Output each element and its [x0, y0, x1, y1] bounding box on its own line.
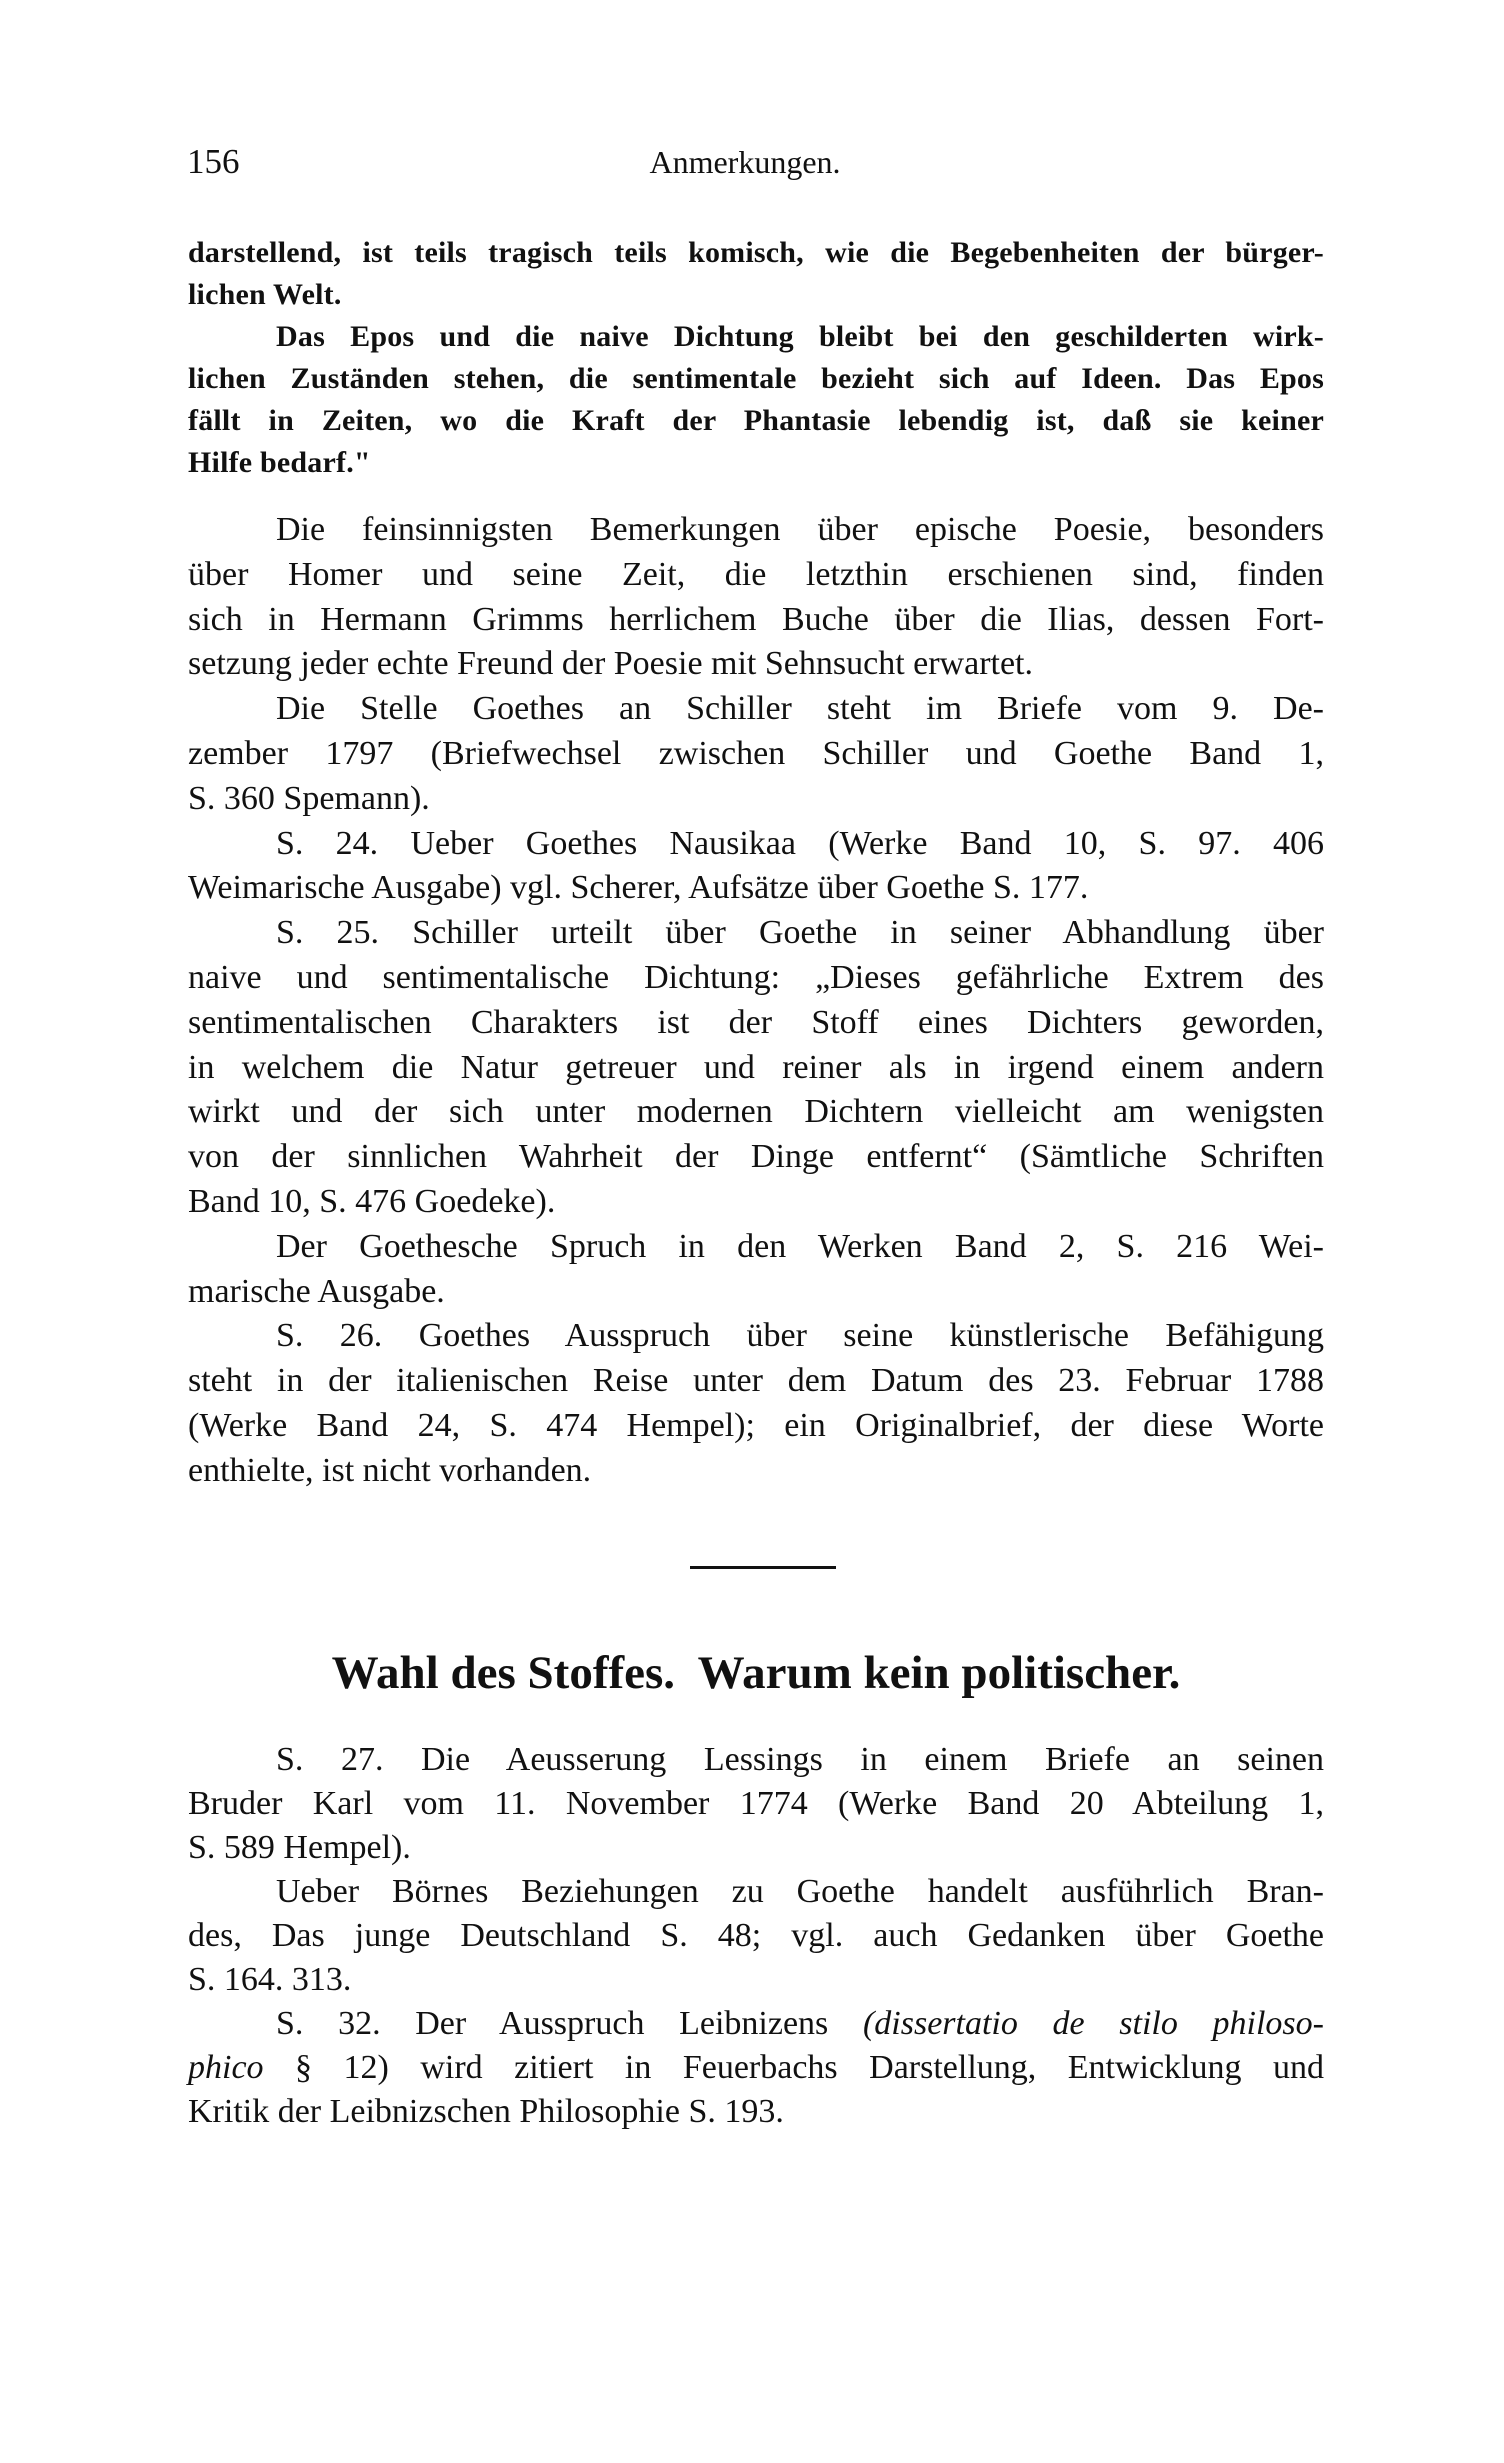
- text-line: in welchem die Natur getreuer und reiner als in irgend einem andern: [188, 1048, 1324, 1086]
- italic-text: phico: [188, 2049, 264, 2086]
- notes-section-2: [188, 1738, 1324, 2134]
- section-divider: [690, 1566, 836, 1569]
- running-title: Anmerkungen.: [649, 144, 841, 180]
- text-line: des, Das junge Deutschland S. 48; vgl. auch Gedanken über Goethe: [188, 1917, 1324, 1954]
- text-line: S. 24. Ueber Goethes Nausikaa (Werke Band 10, S. 97. 406: [276, 824, 1324, 862]
- fraktur-quote: [188, 232, 1324, 484]
- text-line: (Werke Band 24, S. 474 Hempel); ein Originalbrief, der diese Worte: [188, 1406, 1324, 1444]
- paragraph: [188, 1314, 1324, 1493]
- text-line: steht in der italienischen Reise unter dem Datum des 23. Februar 1788: [188, 1362, 1324, 1400]
- notes-section-1: [188, 508, 1324, 1494]
- text-line: Der Goethesche Spruch in den Werken Band 2, S. 216 Wei-: [276, 1227, 1324, 1265]
- text-line: Das Epos und die naive Dichtung bleibt bei den geschilderten wirk-: [276, 320, 1324, 353]
- text-line: Bruder Karl vom 11. November 1774 (Werke Band 20 Abteilung 1,: [188, 1785, 1324, 1822]
- text-line: S. 589 Hempel).: [188, 1829, 411, 1866]
- paragraph: [188, 911, 1324, 1225]
- text-line: S. 27. Die Aeusserung Lessings in einem Briefe an seinen: [276, 1741, 1324, 1778]
- text-line: setzung jeder echte Freund der Poesie mit Sehnsucht erwartet.: [188, 645, 1034, 683]
- section-heading: Wahl des Stoffes. Warum kein politischer.: [331, 1647, 1181, 1699]
- text-line: Kritik der Leibnizschen Philosophie S. 193.: [188, 2093, 784, 2130]
- text-line: S. 26. Goethes Ausspruch über seine künstlerische Befähigung: [276, 1317, 1324, 1355]
- text-line: fällt in Zeiten, wo die Kraft der Phantasie lebendig ist, daß sie keiner: [188, 404, 1324, 437]
- text-line: zember 1797 (Briefwechsel zwischen Schiller und Goethe Band 1,: [188, 734, 1324, 772]
- text-line: über Homer und seine Zeit, die letzthin erschienen sind, finden: [188, 555, 1324, 593]
- italic-text: (dissertatio de stilo philoso-: [862, 2005, 1324, 2042]
- text-line: enthielte, ist nicht vorhanden.: [188, 1451, 592, 1489]
- text-segment: § 12) wird zitiert in Feuerbachs Darstellung, Entwicklung und: [263, 2049, 1324, 2086]
- text-line: von der sinnlichen Wahrheit der Dinge entfernt“ (Sämtliche Schriften: [188, 1138, 1324, 1176]
- text-line: Die feinsinnigsten Bemerkungen über epische Poesie, besonders: [276, 511, 1324, 548]
- text-line: marische Ausgabe.: [188, 1272, 445, 1310]
- paragraph: [188, 1870, 1324, 2002]
- text-line: lichen Zuständen stehen, die sentimentale bezieht sich auf Ideen. Das Epos: [188, 362, 1324, 395]
- paragraph: [188, 316, 1324, 484]
- text-line: Band 10, S. 476 Goedeke).: [188, 1182, 556, 1220]
- text-line: S. 360 Spemann).: [188, 779, 430, 817]
- paragraph: [188, 687, 1324, 821]
- text-line: S. 25. Schiller urteilt über Goethe in seiner Abhandlung über: [276, 914, 1324, 952]
- paragraph: [188, 1738, 1324, 1870]
- text-line: darstellend, ist teils tragisch teils komisch, wie die Begebenheiten der bürger-: [188, 236, 1324, 269]
- text-line: [188, 2046, 1324, 2090]
- text-line: [188, 2002, 1324, 2046]
- text-line: Die Stelle Goethes an Schiller steht im Briefe vom 9. De-: [276, 690, 1324, 728]
- page-number: 156: [187, 142, 240, 181]
- text-line: Ueber Börnes Beziehungen zu Goethe handelt ausführlich Bran-: [276, 1873, 1324, 1910]
- text-line: sich in Hermann Grimms herrlichem Buche über die Ilias, dessen Fort-: [188, 600, 1324, 638]
- paragraph: [188, 232, 1324, 316]
- paragraph: [188, 508, 1324, 687]
- text-line: wirkt und der sich unter modernen Dichtern vielleicht am wenigsten: [188, 1093, 1324, 1131]
- text-line: Weimarische Ausgabe) vgl. Scherer, Aufsätze über Goethe S. 177.: [188, 869, 1089, 907]
- text-line: Hilfe bedarf.": [188, 446, 371, 479]
- text-line: sentimentalischen Charakters ist der Stoff eines Dichters geworden,: [188, 1003, 1324, 1041]
- text-segment: S. 32. Der Ausspruch Leibnizens: [276, 2005, 863, 2042]
- paragraph: [188, 1225, 1324, 1315]
- text-line: naive und sentimentalische Dichtung: „Dieses gefährliche Extrem des: [188, 958, 1324, 996]
- paragraph: [188, 822, 1324, 912]
- text-line: lichen Welt.: [188, 278, 342, 311]
- text-line: S. 164. 313.: [188, 1961, 352, 1998]
- paragraph: [188, 2002, 1324, 2134]
